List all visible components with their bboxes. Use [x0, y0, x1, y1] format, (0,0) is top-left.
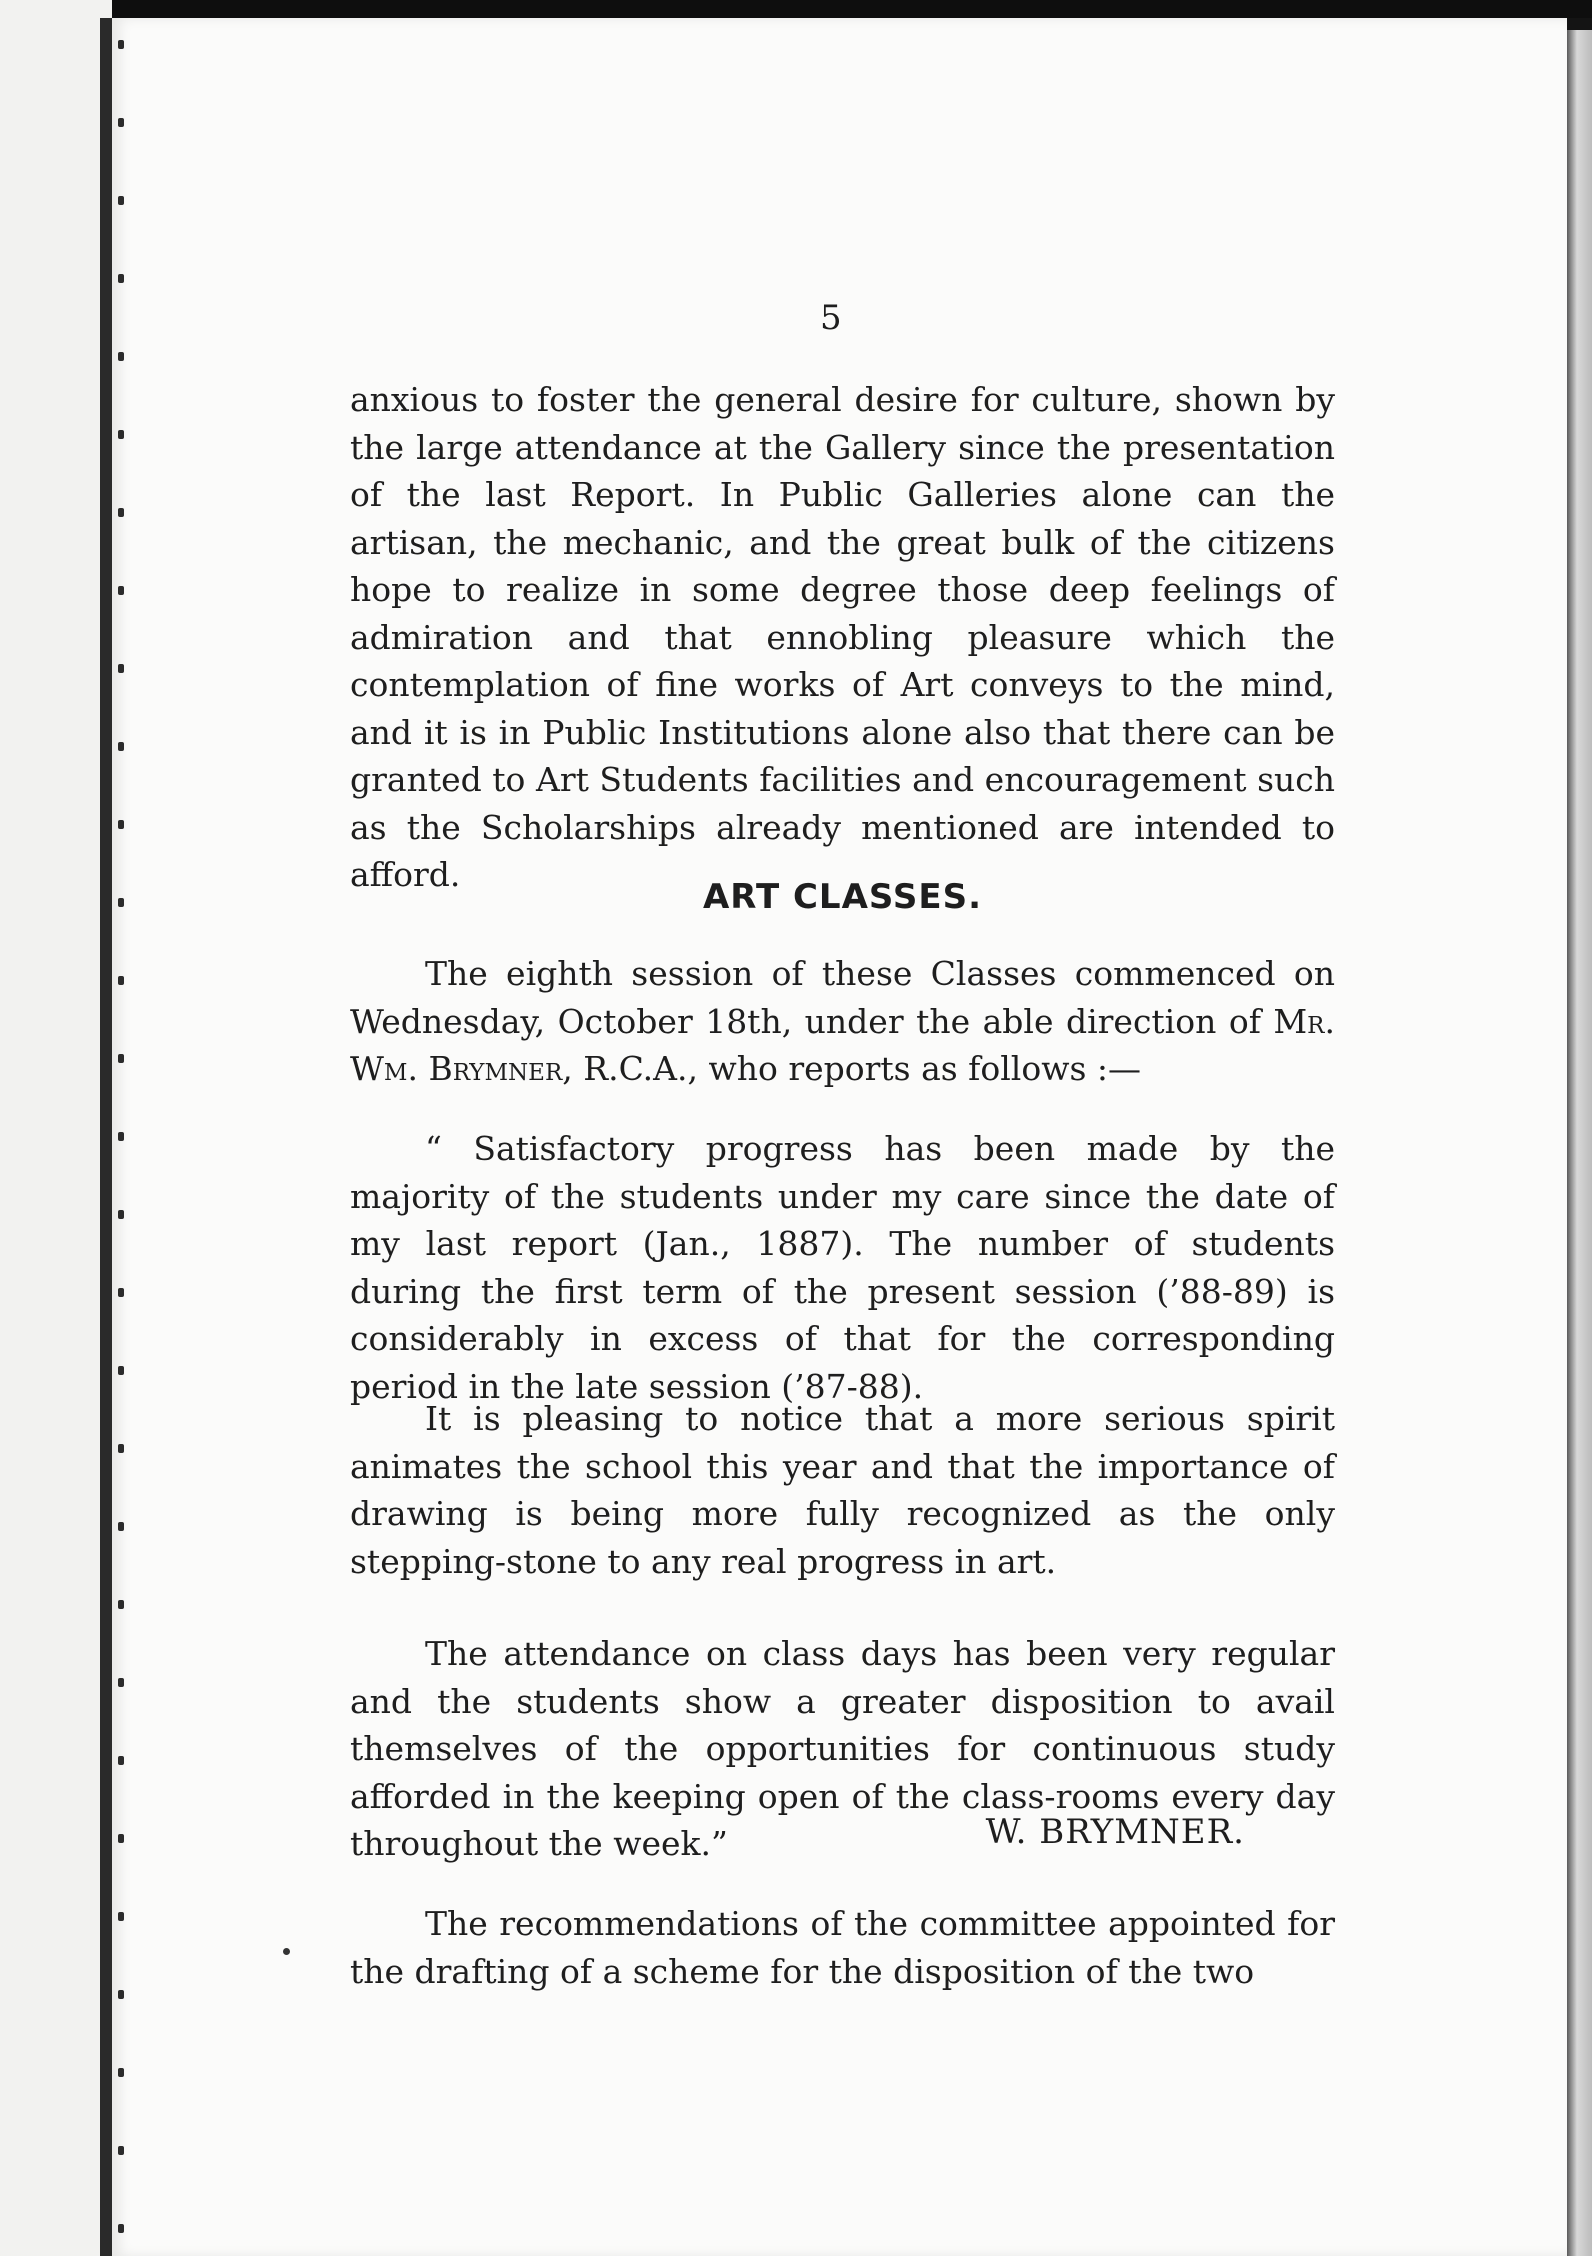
binding-stitch: [118, 2224, 124, 2233]
binding-stitch: [118, 508, 124, 517]
binding-stitch: [118, 1834, 124, 1843]
instructor-name: Mr. Wm. Brymner: [350, 1001, 1335, 1088]
binding-stitch: [118, 352, 124, 361]
binding-stitch: [118, 118, 124, 127]
paragraph-recommendations: The recommendations of the committee appointed for the drafting of a scheme for the disposition of the two: [350, 1904, 1335, 1991]
scan-top-border: [0, 0, 1592, 18]
binding-stitch: [118, 1756, 124, 1765]
binding-stitch: [118, 1288, 124, 1297]
session-text-start: The eighth session of these Classes commenced on Wednesday, October 18th, under the able direction of: [350, 954, 1335, 1041]
paragraph-progress: “ Satisfactory progress has been made by the majority of the students under my care since the date of my last report (Jan., 1887). The number of students during the first term of the present session (’88-89) is considerably in excess of that for the corresponding period in the late session (’87-88).: [350, 1129, 1335, 1406]
binding-stitch: [118, 2068, 124, 2077]
section-heading: ART CLASSES.: [702, 877, 982, 917]
binding-stitch: [118, 1678, 124, 1687]
binding-stitch: [118, 976, 124, 985]
binding-stitch: [118, 1132, 124, 1141]
binding-stitch: [118, 1366, 124, 1375]
binding-stitch: [118, 820, 124, 829]
binding-stitch: [118, 40, 124, 49]
binding-stitch: [118, 898, 124, 907]
session-text-end: , R.C.A., who reports as follows :—: [562, 1049, 1142, 1088]
margin-mark: [283, 1948, 290, 1955]
page-number: 5: [820, 298, 842, 338]
binding-stitch: [118, 1990, 124, 1999]
paragraph-session: [350, 950, 1335, 1093]
binding-stitch: [118, 1600, 124, 1609]
paragraph-spirit: It is pleasing to notice that a more serious spirit animates the school this year and that the importance of drawing is being more fully recognized as the only stepping-stone to any real progress in art.: [350, 1399, 1335, 1581]
signature: W. BRYMNER.: [985, 1812, 1245, 1852]
book-binding: [0, 0, 112, 2256]
page-right-edge: [1567, 30, 1592, 2256]
binding-stitch: [118, 1210, 124, 1219]
binding-stitch: [118, 664, 124, 673]
binding-stitch: [118, 1054, 124, 1063]
binding-stitch: [118, 1444, 124, 1453]
binding-stitch: [118, 430, 124, 439]
binding-stitch: [118, 586, 124, 595]
binding-stitch: [118, 1522, 124, 1531]
binding-stitch: [118, 1912, 124, 1921]
paragraph-attendance: The attendance on class days has been very regular and the students show a greater disposition to avail themselves of the opportunities for continuous study afforded in the keeping open of the class-rooms every day throughout the week.”: [350, 1634, 1335, 1863]
binding-stitch: [118, 2146, 124, 2155]
paragraph-culture: anxious to foster the general desire for culture, shown by the large attendance at the Gallery since the presentation of the last Report. In Public Galleries alone can the artisan, the mechanic, and the great bulk of the citizens hope to realize in some degree those deep feelings of admiration and that ennobling pleasure which the contemplation of fine works of Art conveys to the mind, and it is in Public Institutions alone also that there can be granted to Art Students facilities and encouragement such as the Scholarships already mentioned are intended to afford.: [350, 380, 1335, 894]
binding-stitch: [118, 742, 124, 751]
binding-stitch: [118, 196, 124, 205]
binding-stitch: [118, 274, 124, 283]
